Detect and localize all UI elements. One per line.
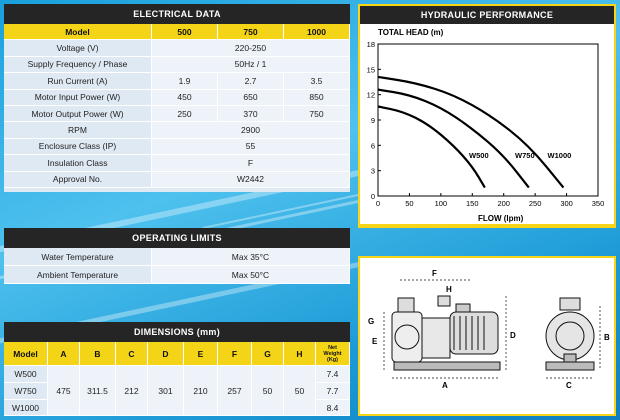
electrical-row-value: 2.7 <box>218 73 284 89</box>
electrical-row-value: 220-250 <box>152 40 350 56</box>
electrical-row-label: Motor Output Power (W) <box>4 106 152 122</box>
electrical-row-value: W2442 <box>152 172 350 188</box>
weight-header-line: (Kg) <box>327 356 338 363</box>
dimensions-model-w500: W500 <box>4 366 48 383</box>
y-tick-label: 9 <box>370 116 375 125</box>
operating-limits-title: OPERATING LIMITS <box>4 228 350 248</box>
x-tick-label: 200 <box>497 199 510 208</box>
dimensions-header-d: D <box>148 342 184 366</box>
operating-limits-panel <box>4 228 350 284</box>
electrical-data-table <box>4 24 350 188</box>
x-tick-label: 350 <box>591 199 605 208</box>
chart-axes <box>367 40 605 208</box>
x-tick-label: 300 <box>560 199 573 208</box>
electrical-row-value: F <box>152 155 350 171</box>
electrical-row-label: Voltage (V) <box>4 40 152 56</box>
electrical-row-value: 750 <box>284 106 350 122</box>
dimensions-value: 50 <box>284 366 316 416</box>
dim-label-h: H <box>446 285 452 294</box>
dimensions-value: 50 <box>252 366 284 416</box>
weight-header-line: Net <box>328 344 337 351</box>
operating-limits-table <box>4 248 350 284</box>
operating-row-label: Water Temperature <box>4 248 152 266</box>
electrical-row-value: 850 <box>284 90 350 106</box>
pump-dimension-drawing <box>360 258 614 414</box>
series-label-w750: W750 <box>515 151 535 160</box>
x-tick-label: 0 <box>375 199 381 208</box>
electrical-row-label: Motor Input Power (W) <box>4 90 152 106</box>
dimensions-header-c: C <box>116 342 148 366</box>
electrical-row-value: 250 <box>152 106 218 122</box>
dimensions-model-w1000: W1000 <box>4 400 48 416</box>
y-tick-label: 6 <box>370 141 375 151</box>
electrical-row-label: Run Current (A) <box>4 73 152 89</box>
y-tick-label: 15 <box>366 65 375 75</box>
electrical-row-label: Approval No. <box>4 172 152 188</box>
x-tick-label: 150 <box>466 199 479 208</box>
electrical-header-1000: 1000 <box>284 24 350 40</box>
dimensions-value: 212 <box>116 366 148 416</box>
series-line-w750 <box>378 90 529 188</box>
electrical-header-model: Model <box>4 24 152 40</box>
dimensions-header-g: G <box>252 342 284 366</box>
dimensions-header-a: A <box>48 342 80 366</box>
dim-label-c: C <box>566 381 572 390</box>
series-label-w1000: W1000 <box>547 151 572 160</box>
dimensions-weight: 7.4 <box>316 366 350 383</box>
pump-side-view <box>392 296 500 370</box>
dim-label-b: B <box>604 333 610 342</box>
dimensions-header-weight <box>316 342 350 366</box>
plot-frame <box>378 44 598 196</box>
electrical-row-value: 3.5 <box>284 73 350 89</box>
y-tick-label: 0 <box>370 192 375 201</box>
electrical-data-panel <box>4 4 350 192</box>
dimensions-value: 257 <box>218 366 252 416</box>
x-axis-label: FLOW (lpm) <box>478 214 524 223</box>
performance-chart <box>360 24 614 224</box>
dimensions-table <box>4 342 350 416</box>
electrical-row-value: 1.9 <box>152 73 218 89</box>
hydraulic-performance-title: HYDRAULIC PERFORMANCE <box>360 6 614 24</box>
electrical-row-value: 55 <box>152 139 350 155</box>
chart-series <box>378 77 571 188</box>
dimensions-title: DIMENSIONS (mm) <box>4 322 350 342</box>
dimensions-header-e: E <box>184 342 218 366</box>
x-tick-label: 50 <box>405 199 414 208</box>
weight-header-line: Weight <box>323 350 342 357</box>
dim-label-g: G <box>368 317 375 326</box>
electrical-row-value: 370 <box>218 106 284 122</box>
dimensions-weight: 8.4 <box>316 400 350 416</box>
dimensions-model-w750: W750 <box>4 383 48 400</box>
electrical-row-value: 2900 <box>152 122 350 138</box>
dimensions-value: 210 <box>184 366 218 416</box>
electrical-header-750: 750 <box>218 24 284 40</box>
series-label-w500: W500 <box>469 151 489 160</box>
x-tick-label: 250 <box>528 199 542 208</box>
electrical-row-label: RPM <box>4 122 152 138</box>
dimensions-header-model: Model <box>4 342 48 366</box>
x-tick-label: 100 <box>434 199 448 208</box>
electrical-data-title: ELECTRICAL DATA <box>4 4 350 24</box>
electrical-row-label: Enclosure Class (IP) <box>4 139 152 155</box>
dimensions-value: 301 <box>148 366 184 416</box>
dimensions-header-f: F <box>218 342 252 366</box>
y-tick-label: 18 <box>366 40 375 49</box>
dimensions-weight: 7.7 <box>316 383 350 400</box>
y-tick-label: 3 <box>370 166 375 176</box>
dimensions-panel <box>4 322 350 416</box>
electrical-row-value: 50Hz / 1 <box>152 57 350 73</box>
hydraulic-performance-panel <box>358 4 616 228</box>
electrical-row-label: Insulation Class <box>4 155 152 171</box>
dimensions-value: 311.5 <box>80 366 116 416</box>
dimensions-value: 475 <box>48 366 80 416</box>
dim-label-e: E <box>372 337 378 346</box>
series-line-w500 <box>378 106 485 187</box>
dimensions-header-h: H <box>284 342 316 366</box>
dim-label-f: F <box>432 269 437 278</box>
y-tick-label: 12 <box>366 90 375 100</box>
dimension-drawing-panel <box>358 256 616 416</box>
pump-front-view <box>546 298 594 370</box>
electrical-row-value: 450 <box>152 90 218 106</box>
dimensions-header-b: B <box>80 342 116 366</box>
operating-row-label: Ambient Temperature <box>4 266 152 284</box>
dim-label-d: D <box>510 331 516 340</box>
dim-label-a: A <box>442 381 448 390</box>
electrical-row-label: Supply Frequency / Phase <box>4 57 152 73</box>
operating-row-value: Max 50°C <box>152 266 350 284</box>
y-axis-label: TOTAL HEAD (m) <box>378 28 444 37</box>
operating-row-value: Max 35°C <box>152 248 350 266</box>
electrical-header-500: 500 <box>152 24 218 40</box>
electrical-row-value: 650 <box>218 90 284 106</box>
